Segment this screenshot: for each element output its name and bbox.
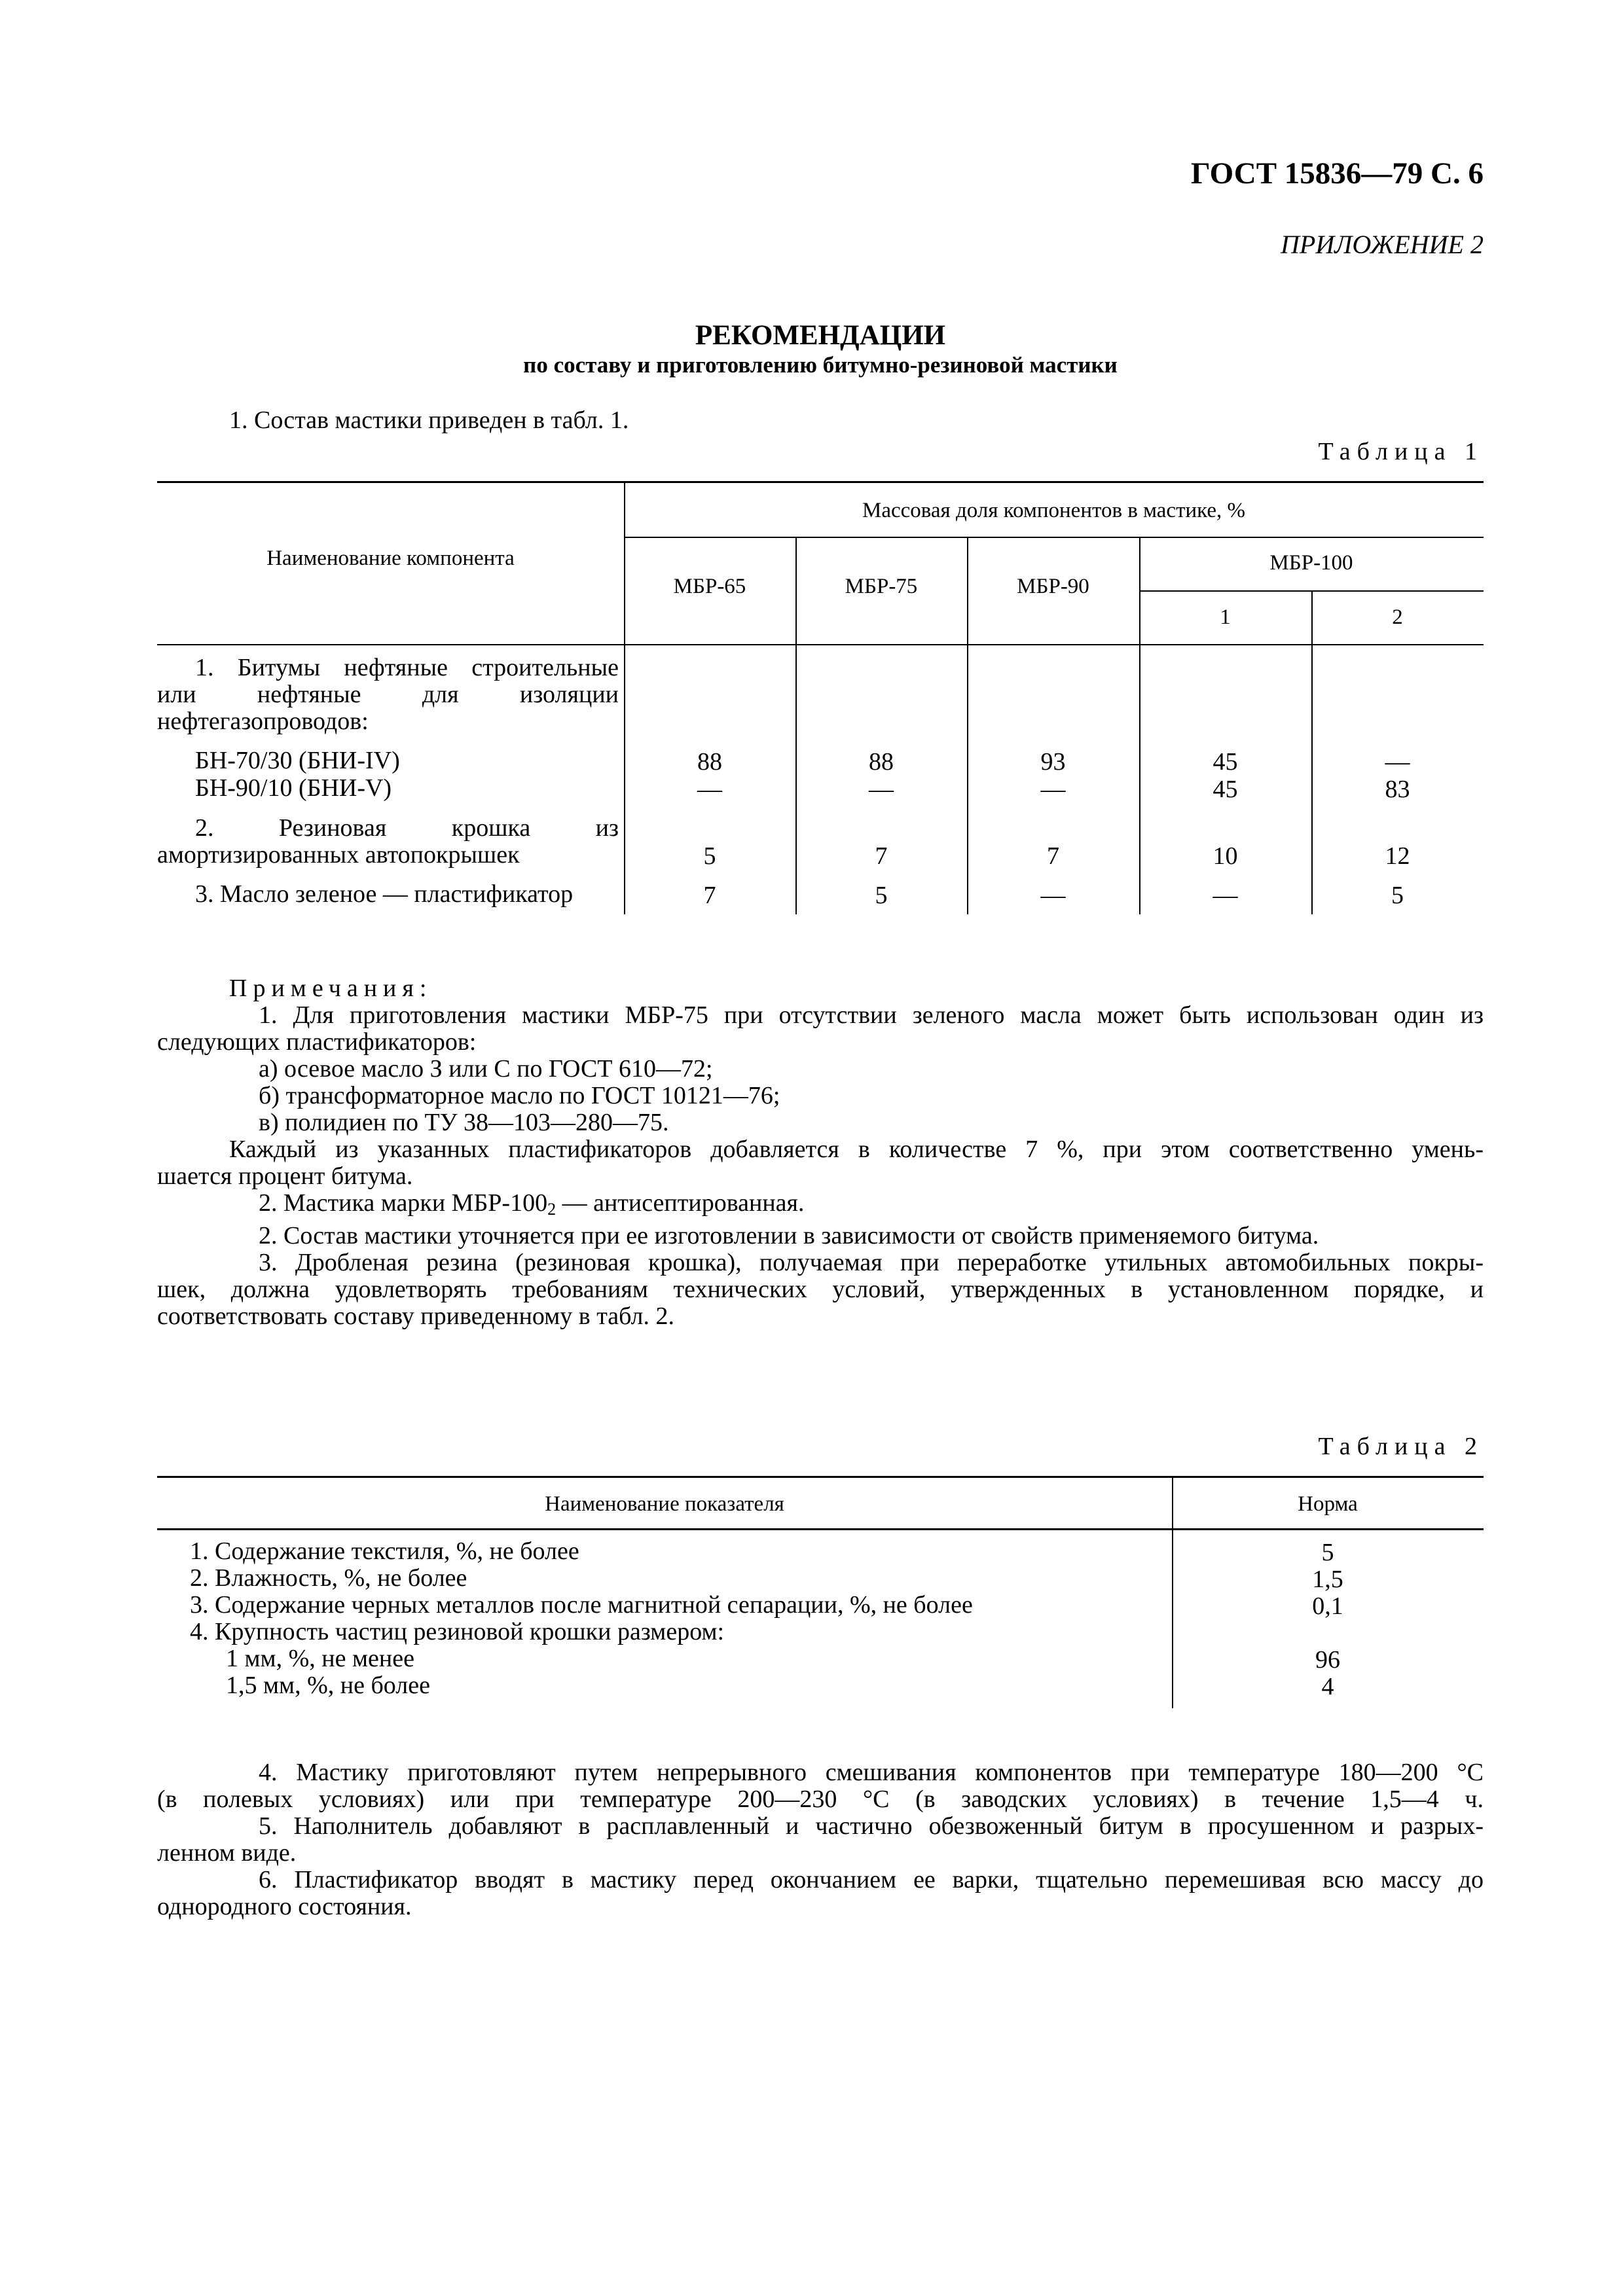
table2-header-norm: Норма <box>1298 1492 1358 1516</box>
paragraph-6-line2: однородного состояния. <box>157 1893 412 1920</box>
note1-item-c: в) полидиен по ТУ 38—103—280—75. <box>259 1109 669 1136</box>
table1-cell: 7 <box>703 882 716 909</box>
table1-rule <box>624 537 1484 538</box>
table2-header-bottom-rule <box>157 1528 1484 1530</box>
table1-header-mbr65: МБР-65 <box>673 575 746 598</box>
table1-cell: — <box>869 776 894 803</box>
table1-cell: 5 <box>1391 882 1404 909</box>
note2: 2. Мастика марки МБР-$100_2$ — антисептированная. <box>259 1189 805 1219</box>
table2-row-value: 1,5 <box>1312 1566 1343 1593</box>
table2-row-label: 1 мм, %, не менее <box>226 1645 414 1672</box>
paragraph-4-line2: (в полевых условиях) или при температуре 200—230 °С (в заводских условиях) в течение 1,5—4 ч. <box>157 1785 1484 1813</box>
notes-heading: Примечания: <box>229 975 433 1002</box>
table1-cell: 5 <box>703 842 716 870</box>
table1-cell: — <box>1040 776 1066 803</box>
table1-header-mbr100-variant2: 2 <box>1392 605 1403 629</box>
table2-caption: Таблица 2 <box>1318 1433 1484 1460</box>
table2-row-value: 96 <box>1315 1646 1340 1674</box>
recommendations-subtitle: по составу и приготовлению битумно-резиновой мастики <box>523 352 1118 378</box>
table1-cell: 83 <box>1385 776 1410 803</box>
table1-header-bottom-rule <box>157 644 1484 645</box>
table2-row-label: 1,5 мм, %, не более <box>226 1672 430 1699</box>
table1-cell: — <box>1213 882 1238 909</box>
paragraph-3-line3: соответствовать составу приведенному в табл. 2. <box>157 1302 674 1330</box>
table1-header-mbr100-variant1: 1 <box>1220 605 1231 629</box>
paragraph-6-line1: 6. Пластификатор вводят в мастику перед окончанием ее варки, тщательно перемешивая всю массу до <box>259 1866 1484 1893</box>
paragraph-4-line1: 4. Мастику приготовляют путем непрерывного смешивания компонентов при температуре 180—200 °С <box>259 1759 1484 1786</box>
table2-header-indicator: Наименование показателя <box>545 1492 784 1516</box>
recommendations-title: РЕКОМЕНДАЦИИ <box>695 320 946 351</box>
document-code: ГОСТ 15836—79 С. 6 <box>1190 156 1484 190</box>
table1-caption: Таблица 1 <box>1318 438 1484 465</box>
table1-cell: 7 <box>1047 842 1059 870</box>
note1-item-b: б) трансформаторное масло по ГОСТ 10121—76; <box>259 1082 780 1109</box>
table1-row2-label: 2. Резиновая крошка из амортизированных автопокрышек <box>157 814 619 869</box>
table1-cell: 88 <box>697 748 722 776</box>
table1-cell: — <box>1040 882 1066 909</box>
table2-row-value: 4 <box>1321 1673 1334 1700</box>
table1-cell: 7 <box>875 842 888 870</box>
note1-line1: 1. Для приготовления мастики МБР-75 при отсутствии зеленого масла может быть использован один из <box>259 1001 1484 1029</box>
table2-row-label: 2. Влажность, %, не более <box>190 1564 467 1592</box>
notes-block <box>157 975 1484 1330</box>
table1-header-mass-share: Массовая доля компонентов в мастике, % <box>862 499 1246 522</box>
table1-top-rule <box>157 481 1484 483</box>
paragraph-5-line2: ленном виде. <box>157 1839 297 1867</box>
note1-item-a: а) осевое масло З или С по ГОСТ 610—72; <box>259 1055 713 1083</box>
note1-each-line1: Каждый из указанных пластификаторов добавляется в количестве 7 %, при этом соответственно умень- <box>229 1136 1484 1163</box>
table1-row3-label: 3. Масло зеленое — пластификатор <box>195 880 574 908</box>
paragraph-2: 2. Состав мастики уточняется при ее изготовлении в зависимости от свойств применяемого битума. <box>259 1222 1319 1249</box>
table1-cell: — <box>697 776 722 803</box>
table1-header-mbr100: МБР-100 <box>1269 551 1353 575</box>
table1-cell: 45 <box>1213 776 1238 803</box>
table1-row1a-label: БН-70/30 (БНИ-IV) <box>195 747 400 774</box>
table1-cell: — <box>1385 748 1410 776</box>
table1-cell: 88 <box>869 748 894 776</box>
table2-row-value: 5 <box>1321 1539 1334 1566</box>
note1-each-line2: шается процент битума. <box>157 1162 413 1190</box>
paragraph-3-line1: 3. Дробленая резина (резиновая крошка), получаемая при переработке утильных автомобильных покры- <box>259 1249 1484 1276</box>
paragraph-5-line1: 5. Наполнитель добавляют в расплавленный и частично обезвоженный битум в просушенном и разрых- <box>259 1812 1484 1840</box>
table2-row-value: 0,1 <box>1312 1592 1343 1620</box>
note1-line2: следующих пластификаторов: <box>157 1028 477 1056</box>
intro-text: 1. Состав мастики приведен в табл. 1. <box>229 406 629 434</box>
table2-row-label: 3. Содержание черных металлов после магнитной сепарации, %, не более <box>190 1591 973 1619</box>
table1-cell: 10 <box>1213 842 1238 870</box>
appendix-label: ПРИЛОЖЕНИЕ 2 <box>1281 230 1484 259</box>
closing-paragraphs <box>157 1759 1484 1920</box>
table1-header-component: Наименование компонента <box>266 547 515 570</box>
table1-cell: 12 <box>1385 842 1410 870</box>
paragraph-3-line2: шек, должна удовлетворять требованиям технических условий, утвержденных в установленном порядке, и <box>157 1276 1484 1303</box>
table1-cell: 5 <box>875 882 888 909</box>
table1-header-mbr90: МБР-90 <box>1017 575 1089 598</box>
table1-cell: 93 <box>1040 748 1066 776</box>
table2-top-rule <box>157 1476 1484 1478</box>
table1-row1-label: 1. Битумы нефтяные строительные или нефтяные для изоляции нефтегазопроводов: <box>157 654 619 735</box>
table1-row1b-label: БН-90/10 (БНИ-V) <box>195 774 392 802</box>
intro-paragraph <box>157 407 1484 434</box>
table1-cell: 45 <box>1213 748 1238 776</box>
table2-row-label: 1. Содержание текстиля, %, не более <box>190 1537 579 1565</box>
table1-header-mbr75: МБР-75 <box>845 575 918 598</box>
table2-row-label: 4. Крупность частиц резиновой крошки размером: <box>190 1618 725 1645</box>
